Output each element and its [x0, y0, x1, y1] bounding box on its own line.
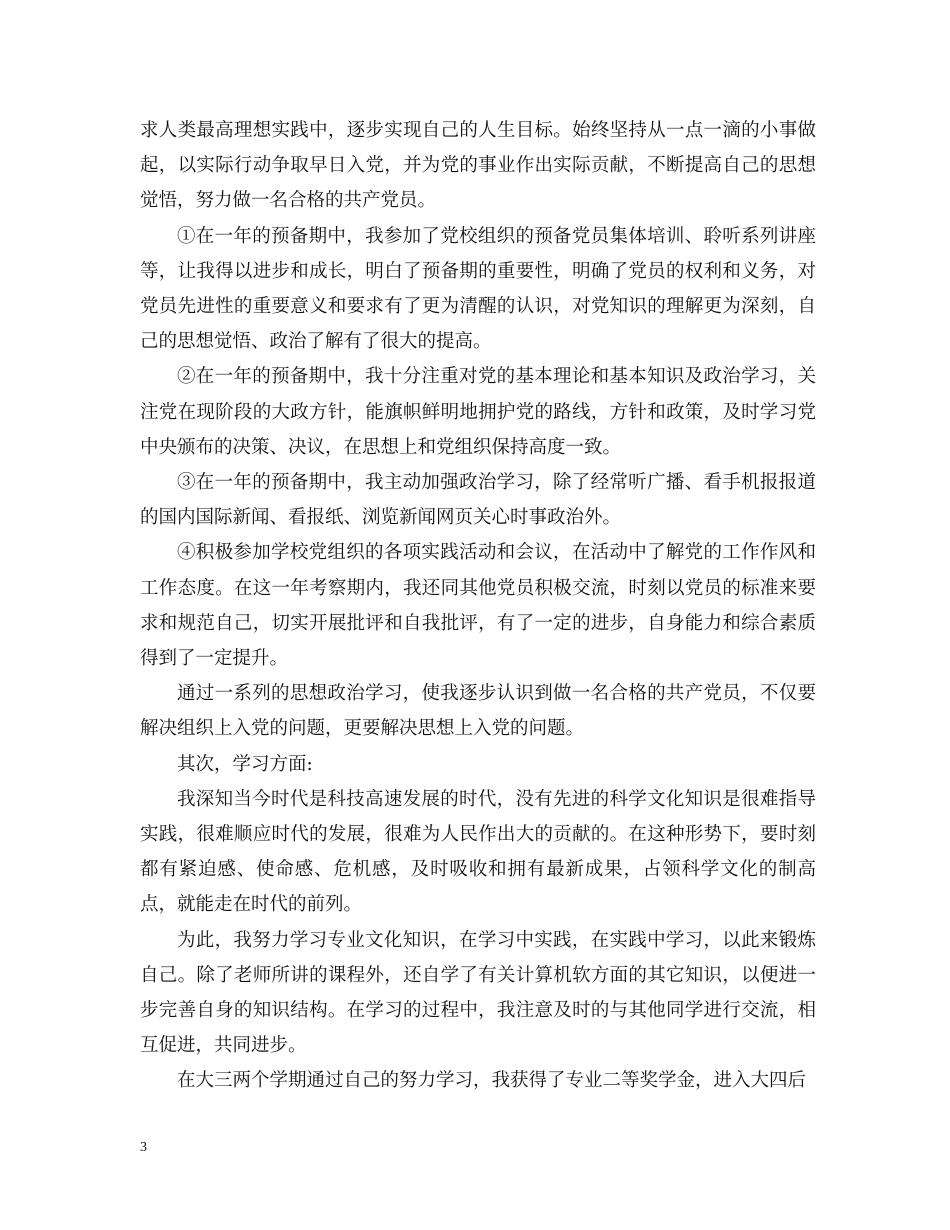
- paragraph-3: ②在一年的预备期中，我十分注重对党的基本理论和基本知识及政治学习，关注党在现阶段的大政方针，能旗帜鲜明地拥护党的路线，方针和政策，及时学习党中央颁布的决策、决议，在思想上和党组织保持高度一致。: [140, 366, 816, 458]
- paragraph-8: 我深知当今时代是科技高速发展的时代，没有先进的科学文化知识是很难指导实践，很难顺应时代的发展，很难为人民作出大的贡献的。在这种形势下，要时刻都有紧迫感、使命感、危机感，及时吸收和拥有最新成果，占领科学文化的制高点，就能走在时代的前列。: [140, 788, 816, 916]
- paragraph-7: 其次，学习方面:: [177, 753, 313, 775]
- page-number: 3: [140, 1140, 147, 1155]
- paragraph-4: ③在一年的预备期中，我主动加强政治学习，除了经常听广播、看手机报报道的国内国际新闻、看报纸、浏览新闻网页关心时事政治外。: [140, 472, 816, 529]
- paragraph-9: 为此，我努力学习专业文化知识，在学习中实践，在实践中学习，以此来锻炼自己。除了老师所讲的课程外，还自学了有关计算机软方面的其它知识，以便进一步完善自身的知识结构。在学习的过程中，我注意及时的与其他同学进行交流，相互促进，共同进步。: [140, 929, 816, 1057]
- paragraph-6: 通过一系列的思想政治学习，使我逐步认识到做一名合格的共产党员，不仅要解决组织上入党的问题，更要解决思想上入党的问题。: [140, 683, 816, 740]
- paragraph-1: 求人类最高理想实践中，逐步实现自己的人生目标。始终坚持从一点一滴的小事做起，以实际行动争取早日入党，并为党的事业作出实际贡献，不断提高自己的思想觉悟，努力做一名合格的共产党员。: [140, 120, 816, 212]
- paragraph-2: ①在一年的预备期中，我参加了党校组织的预备党员集体培训、聆听系列讲座等，让我得以进步和成长，明白了预备期的重要性，明确了党员的权利和义务，对党员先进性的重要意义和要求有了更为清醒的认识，对党知识的理解更为深刻，自己的思想觉悟、政治了解有了很大的提高。: [140, 225, 816, 353]
- document-body: [140, 113, 816, 1099]
- paragraph-5: ④积极参加学校党组织的各项实践活动和会议，在活动中了解党的工作作风和工作态度。在这一年考察期内，我还同其他党员积极交流，时刻以党员的标准来要求和规范自己，切实开展批评和自我批评，有了一定的进步，自身能力和综合素质得到了一定提升。: [140, 542, 816, 670]
- paragraph-10: 在大三两个学期通过自己的努力学习，我获得了专业二等奖学金，进入大四后: [177, 1070, 807, 1092]
